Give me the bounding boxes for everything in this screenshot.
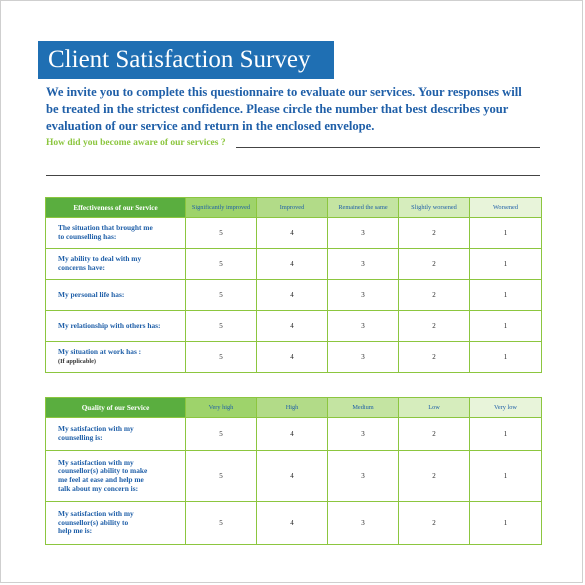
column-header: Medium xyxy=(328,398,399,418)
question-cell: My ability to deal with my concerns have: xyxy=(46,249,186,280)
score-option[interactable]: 2 xyxy=(399,311,470,342)
question-cell: My personal life has: xyxy=(46,280,186,311)
score-option[interactable]: 1 xyxy=(470,502,542,545)
column-header: Very low xyxy=(470,398,542,418)
intro-text xyxy=(46,84,546,135)
column-header: Slightly worsened xyxy=(399,198,470,218)
score-option[interactable]: 2 xyxy=(399,418,470,451)
column-header: Significantly improved xyxy=(186,198,257,218)
score-option[interactable]: 3 xyxy=(328,218,399,249)
intro-line: evaluation of our service and return in the enclosed envelope. xyxy=(46,119,375,133)
score-option[interactable]: 4 xyxy=(257,311,328,342)
question-cell: My satisfaction with my counselling is: xyxy=(46,418,186,451)
score-option[interactable]: 1 xyxy=(470,218,542,249)
score-option[interactable]: 1 xyxy=(470,451,542,502)
score-option[interactable]: 5 xyxy=(186,280,257,311)
score-option[interactable]: 4 xyxy=(257,249,328,280)
score-option[interactable]: 2 xyxy=(399,280,470,311)
column-header: Very high xyxy=(186,398,257,418)
column-header: Worsened xyxy=(470,198,542,218)
score-option[interactable]: 5 xyxy=(186,218,257,249)
score-option[interactable]: 3 xyxy=(328,451,399,502)
effectiveness-table xyxy=(45,197,542,373)
column-header: Remained the same xyxy=(328,198,399,218)
score-option[interactable]: 1 xyxy=(470,342,542,373)
score-option[interactable]: 3 xyxy=(328,342,399,373)
score-option[interactable]: 4 xyxy=(257,342,328,373)
score-option[interactable]: 3 xyxy=(328,502,399,545)
table-row xyxy=(46,418,542,451)
question-note: (If applicable) xyxy=(58,357,96,365)
column-header: Low xyxy=(399,398,470,418)
table-row xyxy=(46,342,542,373)
table-row xyxy=(46,502,542,545)
score-option[interactable]: 1 xyxy=(470,249,542,280)
aware-answer-line-2[interactable] xyxy=(46,175,540,176)
table-row xyxy=(46,218,542,249)
score-option[interactable]: 5 xyxy=(186,249,257,280)
score-option[interactable]: 3 xyxy=(328,280,399,311)
score-option[interactable]: 4 xyxy=(257,451,328,502)
score-option[interactable]: 1 xyxy=(470,311,542,342)
score-option[interactable]: 5 xyxy=(186,342,257,373)
aware-answer-line[interactable] xyxy=(236,147,540,148)
table-header-row xyxy=(46,198,542,218)
effectiveness-header: Effectiveness of our Service xyxy=(46,198,186,218)
score-option[interactable]: 5 xyxy=(186,502,257,545)
page-title: Client Satisfaction Survey xyxy=(38,41,334,79)
score-option[interactable]: 4 xyxy=(257,418,328,451)
score-option[interactable]: 2 xyxy=(399,451,470,502)
aware-question-label: How did you become aware of our services ? xyxy=(46,138,226,148)
intro-line: We invite you to complete this questionnaire to evaluate our services. Your responses will xyxy=(46,85,522,99)
score-option[interactable]: 2 xyxy=(399,502,470,545)
score-option[interactable]: 5 xyxy=(186,311,257,342)
score-option[interactable]: 3 xyxy=(328,249,399,280)
table-row xyxy=(46,280,542,311)
intro-line: be treated in the strictest confidence. Please circle the number that best describes your xyxy=(46,102,509,116)
score-option[interactable]: 2 xyxy=(399,342,470,373)
column-header: High xyxy=(257,398,328,418)
table-header-row xyxy=(46,398,542,418)
question-cell: My satisfaction with my counsellor(s) ability to make me feel at ease and help me talk about my concern is: xyxy=(46,451,186,502)
score-option[interactable]: 4 xyxy=(257,502,328,545)
table-row xyxy=(46,249,542,280)
score-option[interactable]: 4 xyxy=(257,280,328,311)
score-option[interactable]: 1 xyxy=(470,280,542,311)
column-header: Improved xyxy=(257,198,328,218)
quality-header: Quality of our Service xyxy=(46,398,186,418)
score-option[interactable]: 4 xyxy=(257,218,328,249)
score-option[interactable]: 5 xyxy=(186,451,257,502)
score-option[interactable]: 1 xyxy=(470,418,542,451)
score-option[interactable]: 3 xyxy=(328,418,399,451)
score-option[interactable]: 3 xyxy=(328,311,399,342)
question-cell: My situation at work has : (If applicable) xyxy=(46,342,186,373)
question-cell: My relationship with others has: xyxy=(46,311,186,342)
quality-table xyxy=(45,397,542,545)
question-cell: The situation that brought me to counselling has: xyxy=(46,218,186,249)
score-option[interactable]: 2 xyxy=(399,249,470,280)
question-cell: My satisfaction with my counsellor(s) ability to help me is: xyxy=(46,502,186,545)
score-option[interactable]: 5 xyxy=(186,418,257,451)
score-option[interactable]: 2 xyxy=(399,218,470,249)
table-row xyxy=(46,311,542,342)
table-row xyxy=(46,451,542,502)
